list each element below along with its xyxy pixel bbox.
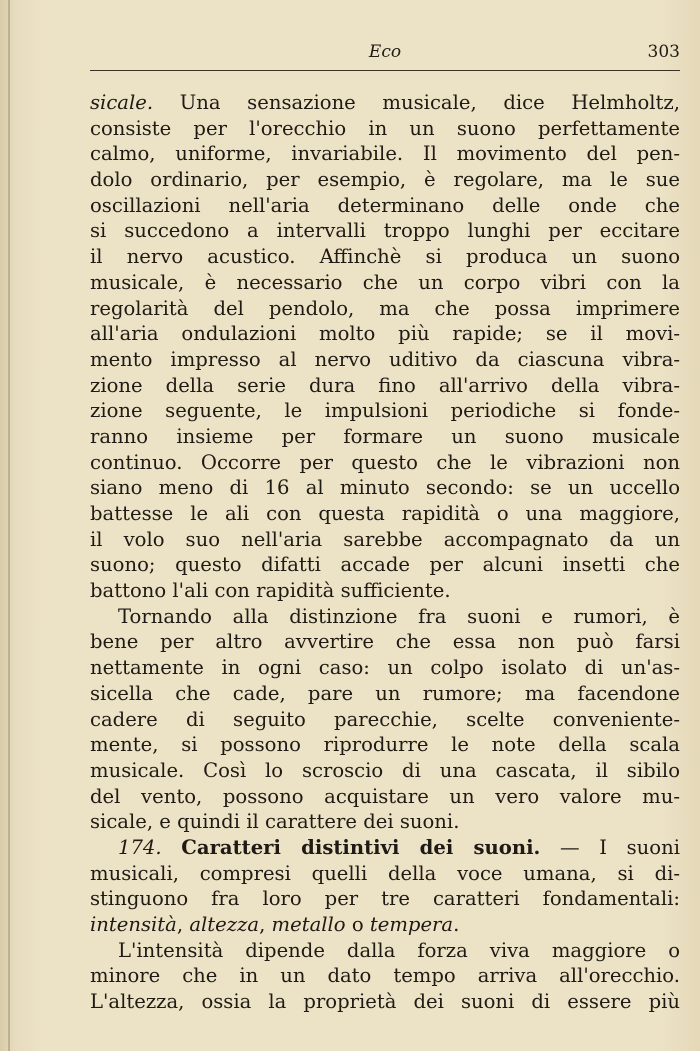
text-line: mente, si possono riprodurre le note della scala xyxy=(90,733,680,757)
running-title: Eco xyxy=(368,42,402,62)
text-line: musicale, è necessario che un corpo vibri con la xyxy=(90,270,680,294)
italic-word: sicale. xyxy=(90,91,154,114)
text-line: si succedono a intervalli troppo lunghi per eccitare xyxy=(90,219,680,243)
text-line: sicella che cade, pare un rumore; ma facendone xyxy=(90,681,680,705)
text-line: Tornando alla distinzione fra suoni e rumori, è xyxy=(118,604,680,628)
text-line: sicale, e quindi il carattere dei suoni. xyxy=(90,810,460,834)
page-number: 303 xyxy=(647,42,680,62)
term-metallo: metallo xyxy=(271,913,346,936)
separator: o xyxy=(345,913,370,936)
text-line: suono; questo difatti accade per alcuni insetti che xyxy=(90,553,680,577)
text-line: il volo suo nell'aria sarebbe accompagnato da un xyxy=(90,527,680,551)
binding-gutter xyxy=(8,0,10,1051)
text-line: il nervo acustico. Affinchè si produca un suono xyxy=(90,245,680,269)
text-line: all'aria ondulazioni molto più rapide; se il movi- xyxy=(90,322,680,346)
text-line: nettamente in ogni caso: un colpo isolato di un'as- xyxy=(90,656,680,680)
separator: , xyxy=(259,913,272,936)
text-line xyxy=(90,912,680,938)
text-line xyxy=(90,90,680,116)
section-heading-line xyxy=(90,835,680,861)
page-header xyxy=(90,40,680,70)
text-line: consiste per l'orecchio in un suono perfettamente xyxy=(90,116,680,140)
text-line: musicale. Così lo scroscio di una cascata, il sibilo xyxy=(90,758,680,782)
text-line: bene per altro avvertire che essa non può farsi xyxy=(90,630,680,654)
header-rule xyxy=(90,70,680,71)
text-line: zione della serie dura fino all'arrivo della vibra- xyxy=(90,373,680,397)
text-line: stinguono fra loro per tre caratteri fondamentali: xyxy=(90,887,680,911)
text-line: zione seguente, le impulsioni periodiche si fonde- xyxy=(90,399,680,423)
separator: . xyxy=(453,913,460,936)
text-line: musicali, compresi quelli della voce umana, si di- xyxy=(90,861,680,885)
text-line: L'intensità dipende dalla forza viva maggiore o xyxy=(118,938,680,962)
body-text xyxy=(90,90,680,1015)
text-line: continuo. Occorre per questo che le vibrazioni non xyxy=(90,450,680,474)
line-text: Una sensazione musicale, dice Helmholtz, xyxy=(153,91,680,114)
text-line: battono l'ali con rapidità sufficiente. xyxy=(90,579,451,603)
text-line: calmo, uniforme, invariabile. Il movimento del pen- xyxy=(90,142,680,166)
text-line: del vento, possono acquistare un vero valore mu- xyxy=(90,784,680,808)
separator: , xyxy=(176,913,190,936)
text-line: dolo ordinario, per esempio, è regolare, ma le sue xyxy=(90,168,680,192)
term-tempera: tempera xyxy=(369,913,454,936)
text-line: L'altezza, ossia la proprietà dei suoni di essere più xyxy=(90,990,680,1014)
text-line: siano meno di 16 al minuto secondo: se un uccello xyxy=(90,476,680,500)
text-line: oscillazioni nell'aria determinano delle onde che xyxy=(90,193,680,217)
term-intensita: intensità xyxy=(90,913,177,936)
line-text: — I suoni xyxy=(540,835,680,859)
term-altezza: altezza xyxy=(189,913,260,936)
section-heading: Caratteri distintivi dei suoni. xyxy=(181,835,541,859)
text-line: mento impresso al nervo uditivo da ciascuna vibra- xyxy=(90,347,680,371)
text-line: minore che in un dato tempo arriva all'orecchio. xyxy=(90,964,680,988)
text-line: cadere di seguito parecchie, scelte conveniente- xyxy=(90,707,680,731)
section-number: 174. xyxy=(118,835,162,859)
text-line: regolarità del pendolo, ma che possa imprimere xyxy=(90,296,680,320)
text-line: ranno insieme per formare un suono musicale xyxy=(90,424,680,448)
text-line: battesse le ali con questa rapidità o una maggiore, xyxy=(90,502,680,525)
